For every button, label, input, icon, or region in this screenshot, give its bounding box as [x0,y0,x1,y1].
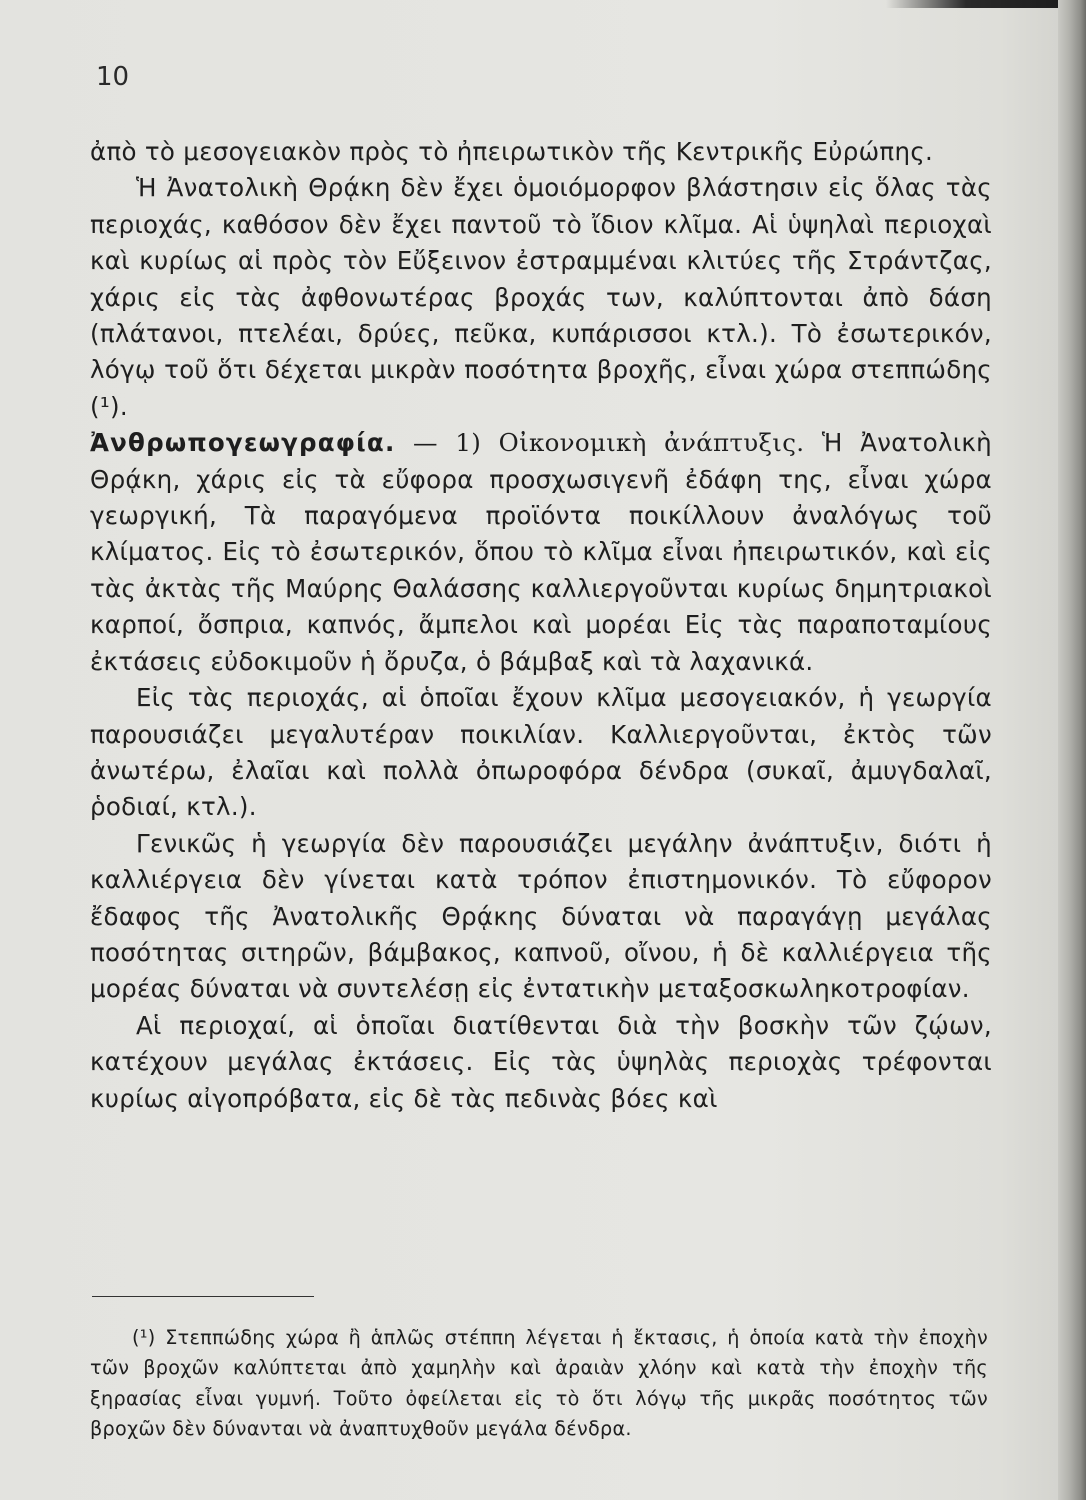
footnote-paragraph [90,1323,988,1445]
section-paragraph-economy [90,425,992,680]
page-gutter-shadow [1058,0,1086,1500]
paragraph: Εἰς τὰς περιοχάς, αἱ ὁποῖαι ἔχουν κλῖμα μεσογειακόν, ἡ γεωργία παρουσιάζει μεγαλυτέραν ποικιλίαν. Καλλιεργοῦνται, ἐκτὸς τῶν ἀνωτέρω, ἐλαῖαι καὶ πολλὰ ὀπωροφόρα δένδρα (συκαῖ, ἀμυγδαλαῖ, ῥοδιαί, κτλ.). [90,683,992,822]
paragraph: Γενικῶς ἡ γεωργία δὲν παρουσιάζει μεγάλην ἀνάπτυξιν, διότι ἡ καλλιέργεια δὲν γίνεται κατὰ τρόπον ἐπιστημονικόν. Τὸ εὔφορον ἔδαφος τῆς Ἀνατολικῆς Θρᾴκης δύναται νὰ παραγάγῃ μεγάλας ποσότητας σιτηρῶν, βάμβακος, καπνοῦ, οἴνου, ἡ δὲ καλλιέργεια τῆς μορέας δύναται νὰ συντελέσῃ εἰς ἐντατικὴν μεταξοσκωληκοτροφίαν. [90,828,992,1004]
footnote-divider [92,1296,314,1297]
page-number: 10 [96,62,130,92]
page-top-shadow [886,0,1086,8]
paragraph-vegetation [90,170,992,425]
footnote-text: Στεππώδης χώρα ἢ ἁπλῶς στέππη λέγεται ἡ ἔκτασις, ἡ ὁποία κατὰ τὴν ἐποχὴν τῶν βροχῶν καλύπτεται ἀπὸ χαμηλὴν καὶ ἀραιὰν χλόην καὶ κατὰ τὴν ἐποχὴν τῆς ξηρασίας εἶναι γυμνή. Τοῦτο ὀφείλεται εἰς τὸ ὅτι λόγῳ τῆς μικρᾶς ποσότητος τῶν βροχῶν δὲν δύνανται νὰ ἀναπτυχθοῦν μεγάλα δένδρα. [90,1326,988,1441]
paragraph: ἀπὸ τὸ μεσογειακὸν πρὸς τὸ ἠπειρωτικὸν τῆς Κεντρικῆς Εὐρώπης. [90,137,934,166]
footnote-reference: (¹) [90,391,120,421]
paragraph-text: Ἡ Ἀνατολικὴ Θρᾴκη δὲν ἔχει ὁμοιόμορφον βλάστησιν εἰς ὅλας τὰς περιοχάς, καθόσον δὲν ἔχει παντοῦ τὸ ἴδιον κλῖμα. Αἱ ὑψηλαὶ περιοχαὶ καὶ κυρίως αἱ πρὸς τὸν Εὔξεινον ἐστραμμέναι κλιτύες τῆς Στράντζας, χάρις εἰς τὰς ἀφθονωτέρας βροχάς των, καλύπτονται ἀπὸ δάση (πλάτανοι, πτελέαι, δρύες, πεῦκα, κυπάρισσοι κτλ.). Τὸ ἐσωτερικόν, λόγῳ τοῦ ὅτι δέχεται μικρὰν ποσότητα βροχῆς, εἶναι χώρα στεππώδης [90,173,992,385]
paragraph: Αἱ περιοχαί, αἱ ὁποῖαι διατίθενται διὰ τὴν βοσκὴν τῶν ζῴων, κατέχουν μεγάλας ἐκτάσεις. Εἰς τὰς ὑψηλὰς περιοχὰς τρέφονται κυρίως αἰγοπρόβατα, εἰς δὲ τὰς πεδινὰς βόες καὶ [90,1010,992,1113]
main-text [90,134,992,1117]
footnote-marker: (¹) [132,1326,156,1349]
subsection-heading: — 1) Οἰκονομικὴ ἀνάπτυξις. [413,428,805,458]
section-heading: Ἀνθρωπογεωγραφία. [90,428,396,458]
footnote [90,1323,988,1445]
paragraph-end: . [119,391,128,421]
paragraph-text: Ἡ Ἀνατολικὴ Θρᾴκη, χάρις εἰς τὰ εὔφορα προσχωσιγενῆ ἐδάφη της, εἶναι χώρα γεωργική, Τὰ παραγόμενα προϊόντα ποικίλλουν ἀναλόγως τοῦ κλίματος. Εἰς τὸ ἐσωτερικόν, ὅπου τὸ κλῖμα εἶναι ἠπειρωτικόν, καὶ εἰς τὰς ἀκτὰς τῆς Μαύρης Θαλάσσης καλλιεργοῦνται κυρίως δημητριακοὶ καρποί, ὄσπρια, καπνός, ἄμπελοι καὶ μορέαι Εἰς τὰς παραποταμίους ἐκτάσεις εὐδοκιμοῦν ἡ ὄρυζα, ὁ βάμβαξ καὶ τὰ λαχανικά. [90,428,992,676]
